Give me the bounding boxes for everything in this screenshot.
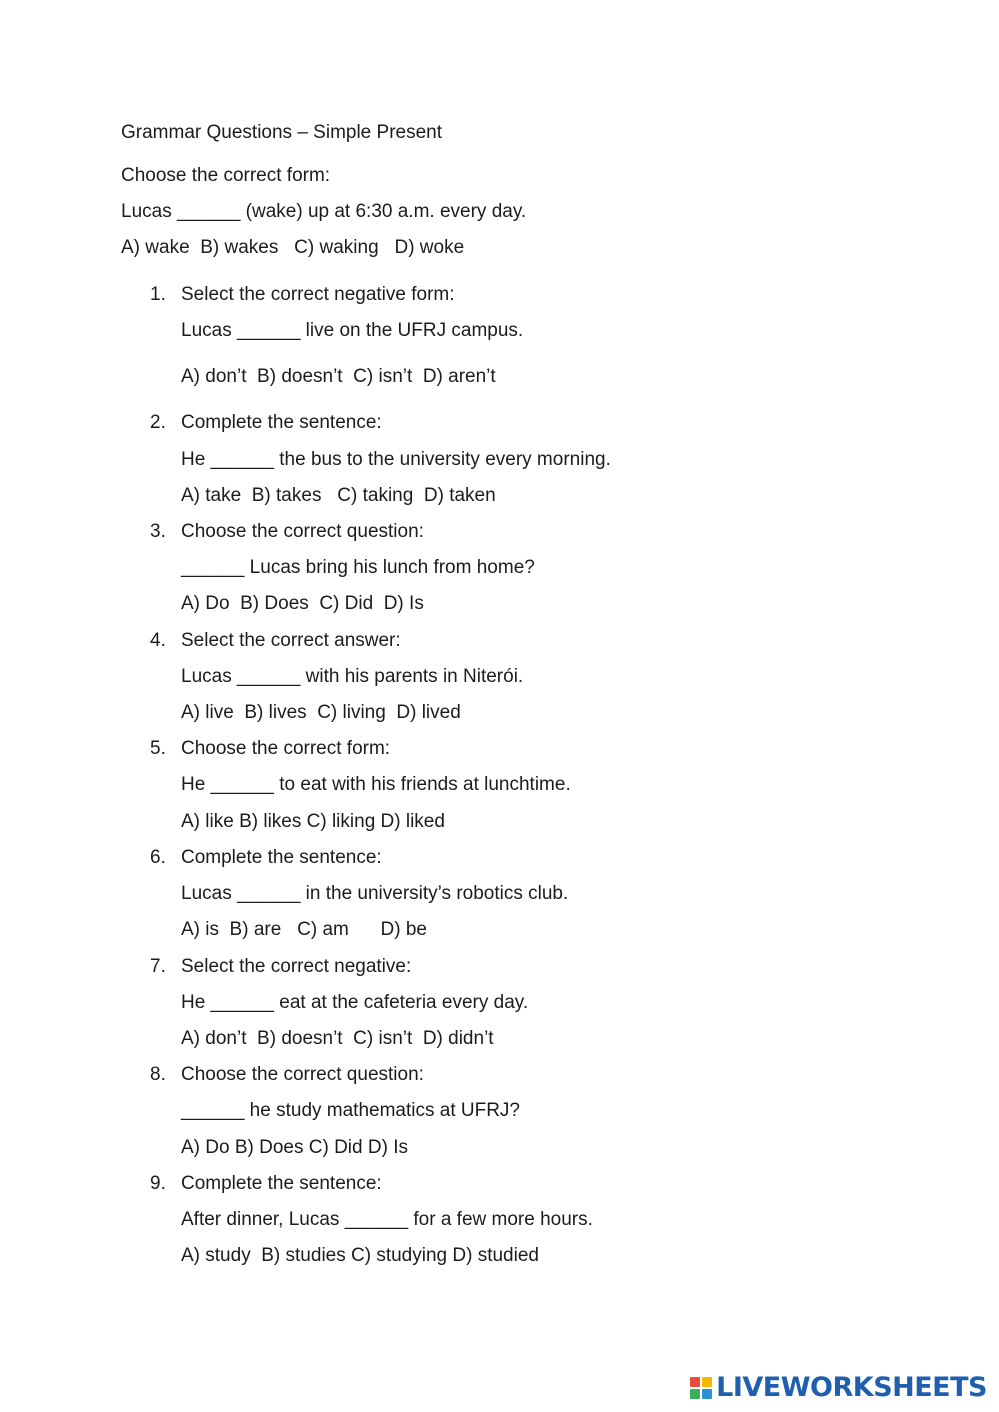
question-options: A) like B) likes C) liking D) liked xyxy=(181,811,445,832)
question-options: A) Do B) Does C) Did D) Is xyxy=(181,593,424,614)
intro-instruction: Choose the correct form: xyxy=(121,165,331,186)
question-instruction: Select the correct answer: xyxy=(181,630,401,651)
logo-tile-green xyxy=(690,1389,700,1399)
question-sentence: Lucas ______ with his parents in Niterói. xyxy=(181,666,524,687)
question-sentence: He ______ eat at the cafeteria every day. xyxy=(181,992,529,1013)
question-number: 2. xyxy=(150,412,166,433)
question-options: A) study B) studies C) studying D) studied xyxy=(181,1245,539,1266)
logo-tile-red xyxy=(690,1377,700,1387)
question-number: 7. xyxy=(150,956,166,977)
question-number: 8. xyxy=(150,1064,166,1085)
question-options: A) don’t B) doesn’t C) isn’t D) didn’t xyxy=(181,1028,494,1049)
logo-tile-yellow xyxy=(702,1377,712,1387)
question-options: A) live B) lives C) living D) lived xyxy=(181,702,461,723)
liveworksheets-logo[interactable] xyxy=(690,1372,987,1404)
question-number: 9. xyxy=(150,1173,166,1194)
page-title: Grammar Questions – Simple Present xyxy=(121,122,443,143)
question-instruction: Choose the correct question: xyxy=(181,1064,424,1085)
question-number: 5. xyxy=(150,738,166,759)
question-number: 6. xyxy=(150,847,166,868)
question-sentence: After dinner, Lucas ______ for a few more hours. xyxy=(181,1209,593,1230)
question-sentence: Lucas ______ in the university’s robotics club. xyxy=(181,883,569,904)
question-sentence: Lucas ______ live on the UFRJ campus. xyxy=(181,320,524,341)
question-instruction: Complete the sentence: xyxy=(181,1173,382,1194)
question-sentence: He ______ the bus to the university every morning. xyxy=(181,449,611,470)
liveworksheets-logo-icon xyxy=(690,1377,712,1399)
question-sentence: ______ he study mathematics at UFRJ? xyxy=(181,1100,521,1121)
logo-text: LIVEWORKSHEETS xyxy=(716,1372,987,1403)
question-options: A) don’t B) doesn’t C) isn’t D) aren’t xyxy=(181,366,496,387)
question-instruction: Complete the sentence: xyxy=(181,847,382,868)
question-number: 1. xyxy=(150,284,166,305)
question-number: 3. xyxy=(150,521,166,542)
question-instruction: Choose the correct form: xyxy=(181,738,391,759)
intro-options: A) wake B) wakes C) waking D) woke xyxy=(121,237,465,258)
question-instruction: Choose the correct question: xyxy=(181,521,424,542)
question-sentence: ______ Lucas bring his lunch from home? xyxy=(181,557,535,578)
question-sentence: He ______ to eat with his friends at lunchtime. xyxy=(181,774,571,795)
question-options: A) Do B) Does C) Did D) Is xyxy=(181,1137,408,1158)
question-instruction: Select the correct negative form: xyxy=(181,284,455,305)
question-instruction: Complete the sentence: xyxy=(181,412,382,433)
question-options: A) take B) takes C) taking D) taken xyxy=(181,485,496,506)
logo-tile-blue xyxy=(702,1389,712,1399)
question-options: A) is B) are C) am D) be xyxy=(181,919,427,940)
question-instruction: Select the correct negative: xyxy=(181,956,412,977)
intro-sentence: Lucas ______ (wake) up at 6:30 a.m. every day. xyxy=(121,201,527,222)
question-number: 4. xyxy=(150,630,166,651)
